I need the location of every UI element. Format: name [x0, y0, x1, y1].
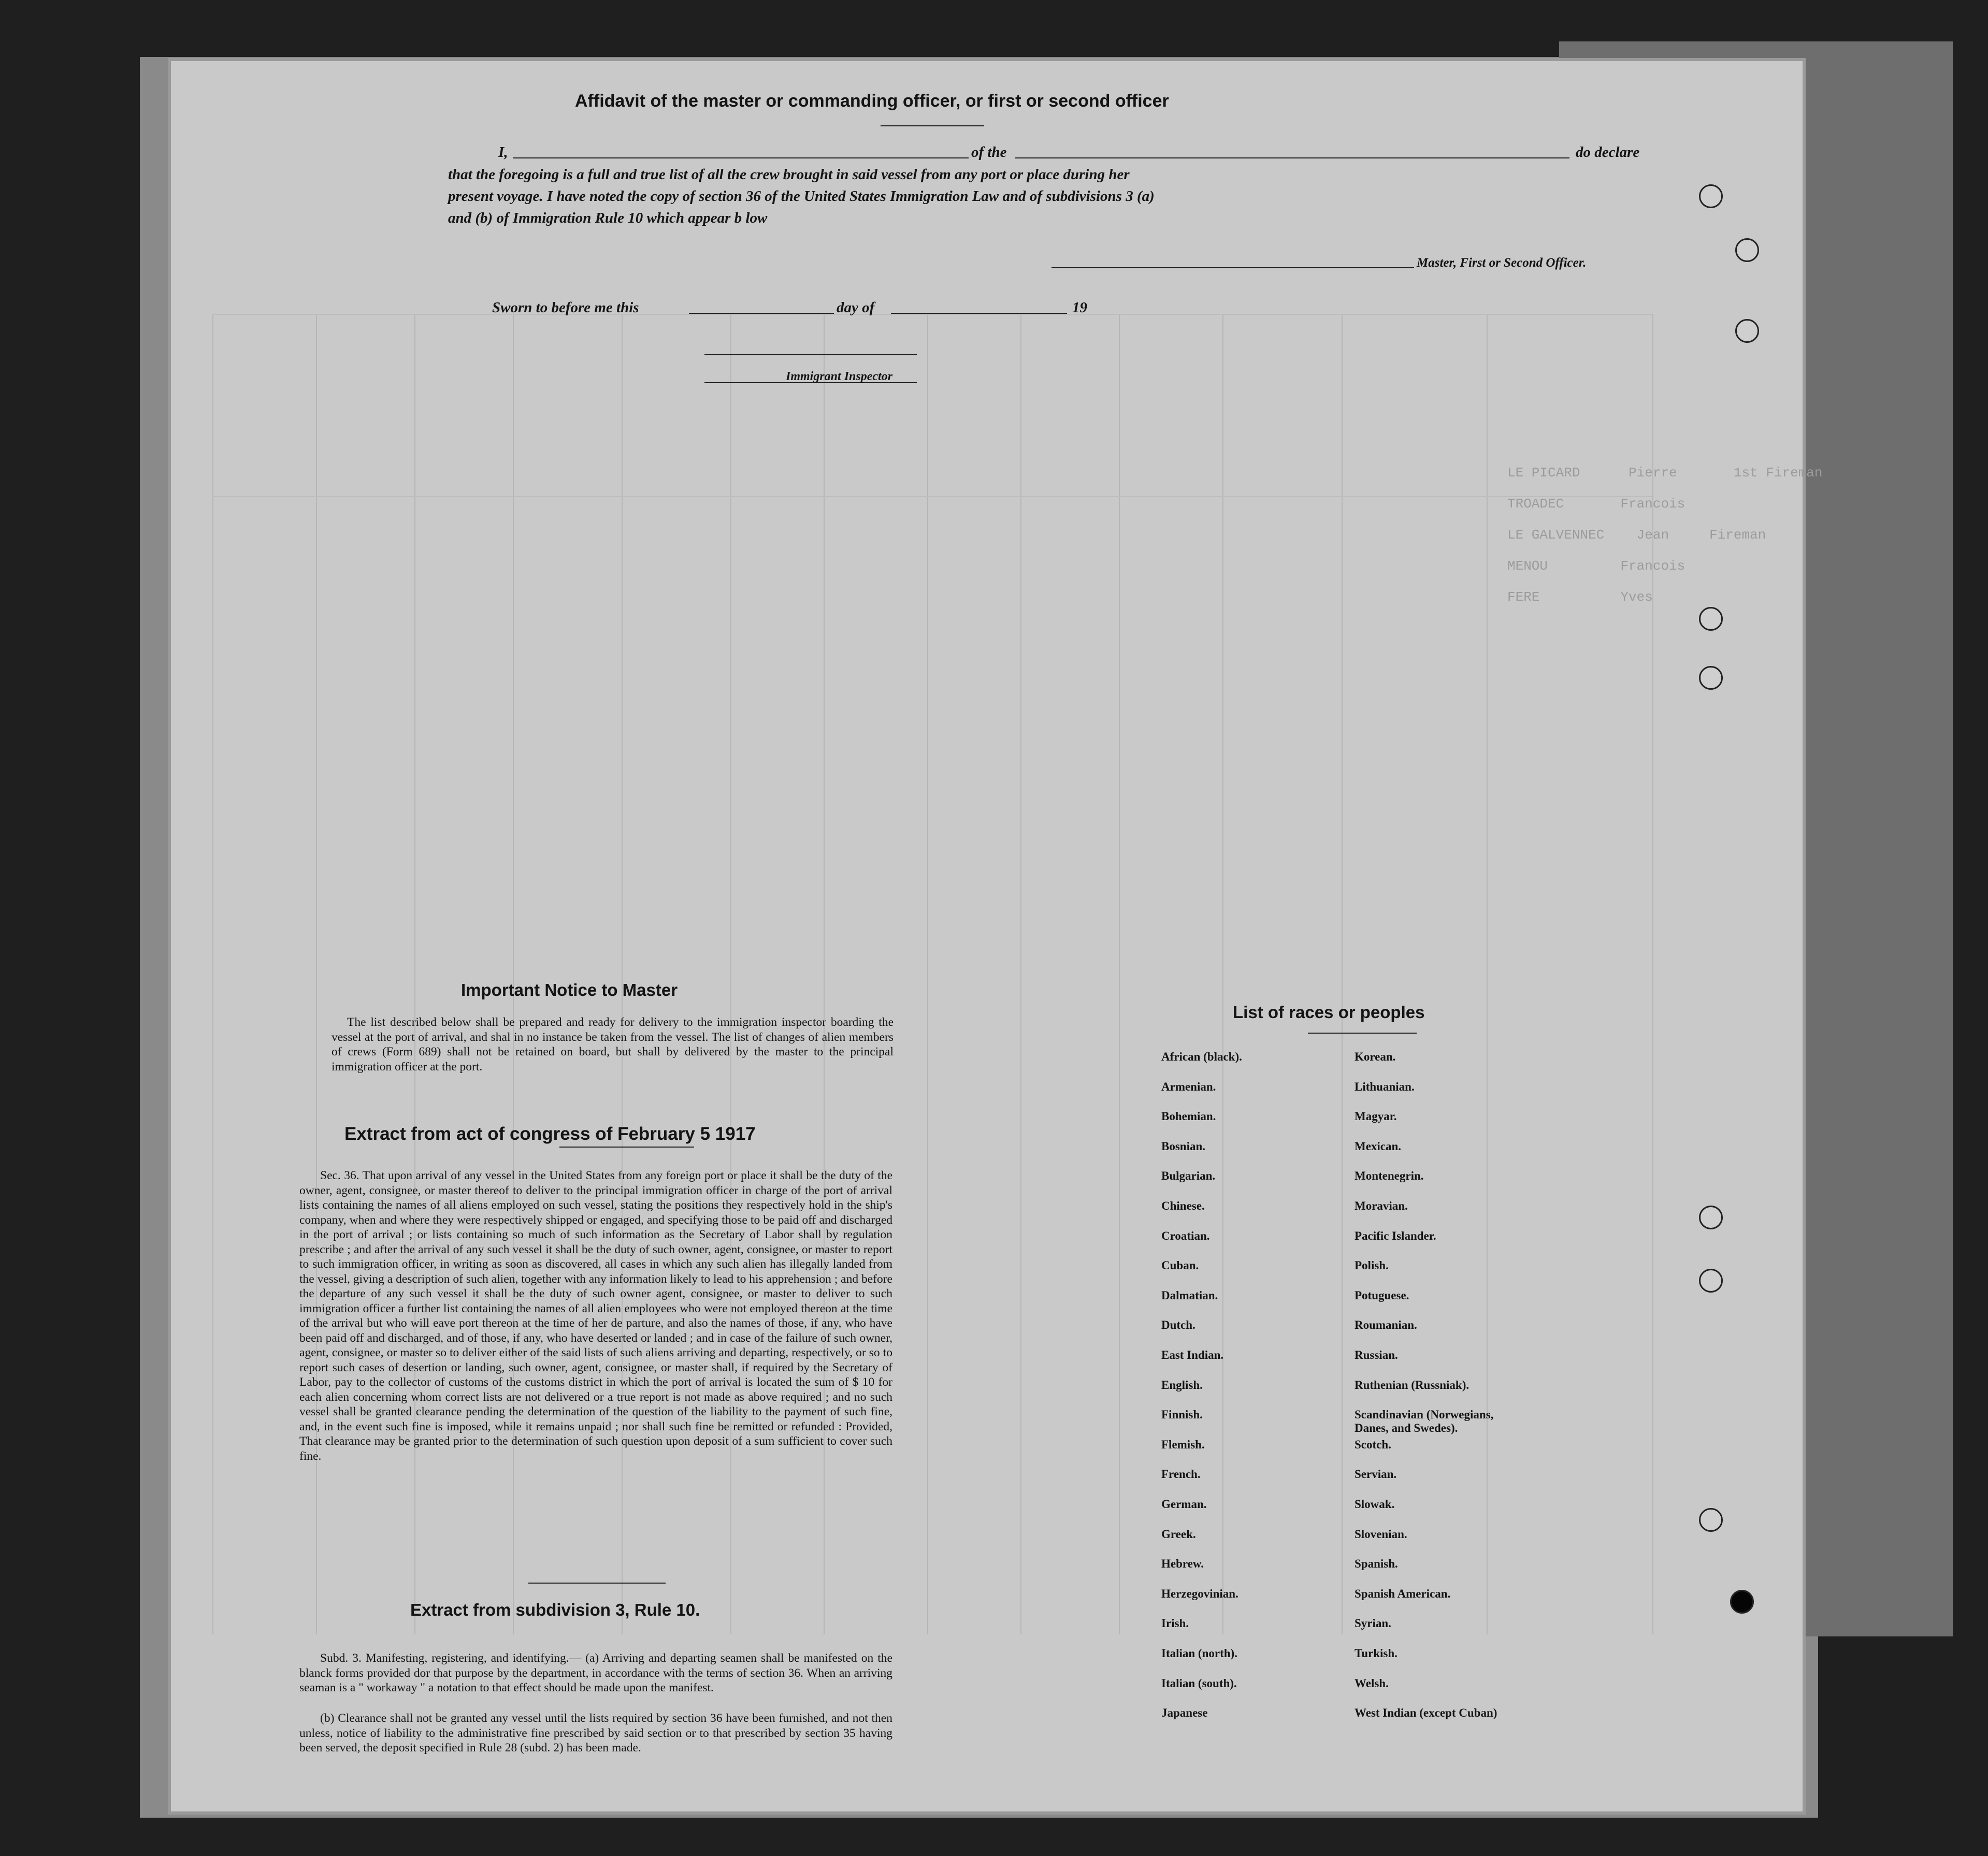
race-item: Japanese — [1161, 1706, 1208, 1719]
race-item: Moravian. — [1355, 1199, 1408, 1212]
race-item: Spanish. — [1355, 1557, 1398, 1570]
section-36-text: Sec. 36. That upon arrival of any vessel in the United States from any foreign port or place it shall be the duty of the owner, agent, consignee, or master thereof to deliver to the principal immigration officer in charge of the port of arrival lists containing the names of all aliens employed on such vessel, stating the positions they respectively hold in the ship's company, when and where they were respectively shipped or engaged, and specifying those to be paid off and discharged in the port of arrival ; or lists containing so much of such information as the Secretary of Labor shall by regulation prescribe ; and after the arrival of any such vessel it shall be the duty of such owner, agent, consignee, or master to report to such immigration officer, in writing as soon as discovered, all cases in which any such alien has illegally landed from the vessel, giving a description of such alien, together with any information likely to lead to his apprehension ; and before the departure of any such vessel it shall be the duty of such owner agent, consignee, or master to deliver to such immigration officer a further list containing the names of all alien employees who were not employed thereon at the time of the arrival but who will eave port thereon at the time of her de parture, and also the names of those, if any, who have been paid off and discharged, and of those, if any, who have deserted or landed ; and in case of the failure of such owner, agent, consignee, or master so to deliver either of the said lists of such aliens arriving and departing, respectively, or so to report such cases of desertion or landing, such owner, agent, consignee, or master shall, if required by the Secretary of Labor, pay to the collector of customs of the customs district in which the port of arrival is located the sum of $ 10 for each alien concerning whom correct lists are not delivered or a true report is not made as above required ; and no such vessel shall be granted clearance pending the determination of the question of the liability to the payment of such fine, and, in the event such fine is imposed, while it remains unpaid ; nor shall such fine be remitted or refunded : Provided, That clearance may be granted prior to the determination of such question upon deposit of a sum sufficient to cover such fine. — [299, 1169, 892, 1463]
race-item: Spanish American. — [1355, 1587, 1451, 1600]
affidavit-body-line: that the foregoing is a full and true list of all the crew brought in said vessel from any port or place during her — [448, 166, 1130, 183]
day-blank-line — [689, 313, 834, 314]
race-item: Magyar. — [1355, 1110, 1397, 1123]
race-item: Lithuanian. — [1355, 1080, 1415, 1093]
race-item: Ruthenian (Russniak). — [1355, 1379, 1470, 1391]
ghost-row: LE GALVENNEC Jean Fireman — [1507, 527, 1766, 543]
affidavit-declare-label: do declare — [1576, 144, 1640, 161]
punch-hole-icon — [1735, 319, 1759, 343]
race-item: Montenegrin. — [1355, 1169, 1424, 1182]
master-signature-label: Master, First or Second Officer. — [1417, 256, 1587, 270]
punch-hole-icon — [1730, 1590, 1754, 1614]
punch-hole-icon — [1699, 1206, 1723, 1229]
affidavit-body-line: and (b) of Immigration Rule 10 which appear b low — [448, 210, 768, 226]
punch-hole-icon — [1699, 1269, 1723, 1293]
punch-hole-icon — [1699, 607, 1723, 631]
race-item: Croatian. — [1161, 1229, 1210, 1242]
notice-title: Important Notice to Master — [461, 980, 678, 999]
master-signature-line — [1051, 267, 1414, 268]
grid-line — [212, 496, 1652, 497]
race-item: Bohemian. — [1161, 1110, 1216, 1123]
day-of-label: day of — [837, 299, 875, 316]
vessel-blank-line — [1015, 157, 1569, 158]
ghost-row: MENOU Francois — [1507, 558, 1686, 574]
race-item: Italian (north). — [1161, 1647, 1237, 1660]
race-item: French. — [1161, 1468, 1201, 1481]
grid-line — [1119, 314, 1120, 1634]
year-label: 19 — [1072, 299, 1087, 316]
ghost-row: TROADEC Francois — [1507, 496, 1686, 512]
race-item: Dutch. — [1161, 1318, 1195, 1331]
race-item: Irish. — [1161, 1617, 1189, 1630]
notice-text: The list described below shall be prepared and ready for delivery to the immigration inspector boarding the vessel at the port of arrival, and shal in no instance be taken from the vessel. The list of changes of alien members of crews (Form 689) shall not be retained on board, but shall by delivered by the master to the principal immigration officer at the port. — [332, 1016, 894, 1074]
race-item: Turkish. — [1355, 1647, 1398, 1660]
race-item: Syrian. — [1355, 1617, 1391, 1630]
race-item: Russian. — [1355, 1349, 1398, 1361]
race-item: Flemish. — [1161, 1438, 1205, 1451]
race-item: Chinese. — [1161, 1199, 1205, 1212]
race-item: Italian (south). — [1161, 1677, 1237, 1690]
race-item: Pacific Islander. — [1355, 1229, 1436, 1242]
grid-line — [1020, 314, 1021, 1634]
grid-line — [212, 314, 1652, 315]
race-item: Servian. — [1355, 1468, 1397, 1481]
race-item: Welsh. — [1355, 1677, 1389, 1690]
race-item: Armenian. — [1161, 1080, 1216, 1093]
race-item: East Indian. — [1161, 1349, 1224, 1361]
race-item: Cuban. — [1161, 1259, 1199, 1272]
grid-line — [1222, 314, 1223, 1634]
divider — [528, 1583, 666, 1584]
race-item: Slowak. — [1355, 1498, 1395, 1511]
race-item: Mexican. — [1355, 1140, 1402, 1153]
divider — [1308, 1033, 1417, 1034]
affidavit-body-line: present voyage. I have noted the copy of section 36 of the United States Immigration Law and of subdivisions 3 (a) — [448, 188, 1155, 205]
inspector-signature-line — [704, 354, 917, 355]
race-item: Slovenian. — [1355, 1528, 1407, 1541]
race-item: Bosnian. — [1161, 1140, 1206, 1153]
affidavit-of-label: of the — [971, 144, 1007, 161]
divider — [881, 125, 984, 126]
extract-1917-title: Extract from act of congress of February 5 1917 — [344, 1124, 756, 1144]
race-item: Bulgarian. — [1161, 1169, 1216, 1182]
affidavit-i-label: I, — [498, 144, 508, 161]
month-blank-line — [891, 313, 1067, 314]
race-item: German. — [1161, 1498, 1207, 1511]
grid-line — [1342, 314, 1343, 1634]
manifest-page — [171, 61, 1823, 1811]
race-item: Roumanian. — [1355, 1318, 1417, 1331]
race-item: Greek. — [1161, 1528, 1196, 1541]
divider — [559, 1147, 694, 1148]
inspector-label: Immigrant Inspector — [786, 370, 893, 383]
race-item: English. — [1161, 1379, 1203, 1391]
races-title: List of races or peoples — [1233, 1003, 1425, 1022]
race-item: Polish. — [1355, 1259, 1389, 1272]
punch-hole-icon — [1699, 1508, 1723, 1532]
race-item: Hebrew. — [1161, 1557, 1204, 1570]
race-item: Scotch. — [1355, 1438, 1391, 1451]
name-blank-line — [513, 157, 969, 158]
punch-hole-icon — [1699, 184, 1723, 208]
rule-10-a-text: Subd. 3. Manifesting, registering, and identifying.— (a) Arriving and departing seamen shall be manifested on the blanck forms provided dor that purpose by the department, in accordance with the terms of section 36. When an arriving seaman is a " workaway " a notation to that effect should be made upon the manifest. — [299, 1651, 892, 1694]
race-item: Finnish. — [1161, 1408, 1203, 1421]
punch-hole-icon — [1735, 238, 1759, 262]
sworn-label: Sworn to before me this — [492, 299, 639, 316]
grid-line — [1652, 314, 1653, 1634]
race-item: African (black). — [1161, 1050, 1242, 1063]
race-item: West Indian (except Cuban) — [1355, 1706, 1497, 1719]
affidavit-title: Affidavit of the master or commanding officer, or first or second officer — [575, 91, 1169, 111]
race-item: Herzegovinian. — [1161, 1587, 1238, 1600]
grid-line — [212, 314, 213, 1634]
race-item: Potuguese. — [1355, 1289, 1409, 1302]
punch-hole-icon — [1699, 666, 1723, 690]
ghost-row: FERE Yves — [1507, 589, 1653, 605]
grid-line — [1487, 314, 1488, 1634]
race-item: Dalmatian. — [1161, 1289, 1218, 1302]
ghost-row: LE PICARD Pierre 1st Fireman — [1507, 465, 1823, 481]
grid-line — [927, 314, 928, 1634]
race-item: Scandinavian (Norwegians, Danes, and Swedes). — [1355, 1408, 1494, 1434]
rule-10-b-text: (b) Clearance shall not be granted any vessel until the lists required by section 36 have been furnished, and not then unless, notice of liability to the administrative fine prescribed by said section or to that prescribed by section 35 having been served, the deposit specified in Rule 28 (subd. 2) has been made. — [299, 1712, 892, 1755]
extract-rule-10-title: Extract from subdivision 3, Rule 10. — [410, 1600, 700, 1619]
race-item: Korean. — [1355, 1050, 1396, 1063]
